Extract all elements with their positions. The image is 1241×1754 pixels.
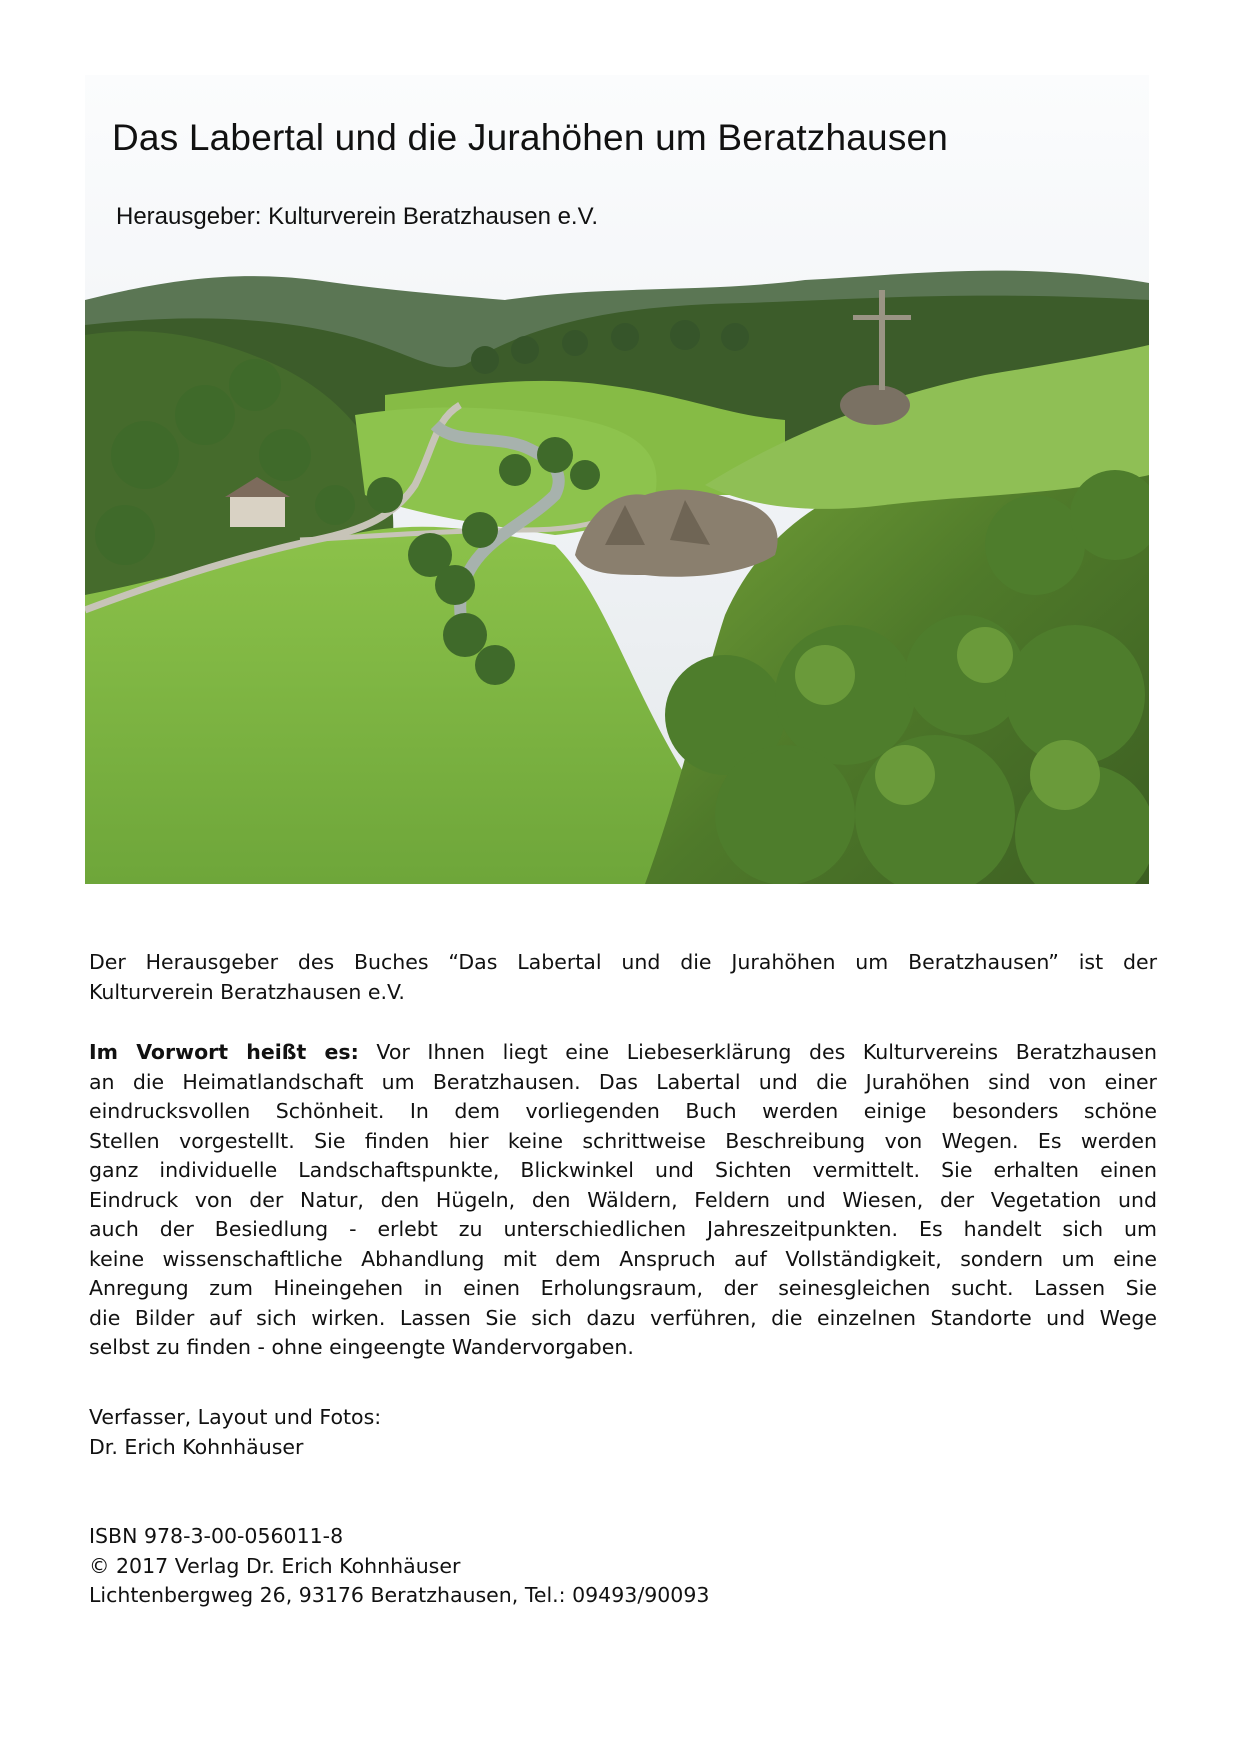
copyright: © 2017 Verlag Dr. Erich Kohnhäuser	[89, 1553, 461, 1578]
foreword-line: Vor Ihnen liegt eine Liebeserklärung des Kulturvereins Beratzhausen	[358, 1040, 1157, 1064]
foreword-line: Stellen vorgestellt. Sie finden hier keine schrittweise Beschreibung von Wegen. Es werden	[89, 1128, 1157, 1153]
foreword-line: an die Heimatlandschaft um Beratzhausen. Das Labertal und die Jurahöhen sind von einer	[89, 1069, 1157, 1094]
foreword-line: Anregung zum Hineingehen in einen Erholungsraum, der seinesgleichen sucht. Lassen Sie	[89, 1276, 1157, 1300]
isbn: ISBN 978-3-00-056011-8	[89, 1524, 344, 1548]
cover-subtitle: Herausgeber: Kulturverein Beratzhausen e.V.	[116, 203, 599, 230]
imprint	[89, 1522, 1157, 1611]
house	[230, 495, 285, 527]
cover-title: Das Labertal und die Jurahöhen um Beratzhausen	[112, 117, 949, 158]
foreword-line: selbst zu finden - ohne eingeengte Wandervorgaben.	[89, 1335, 634, 1359]
credits	[89, 1403, 1157, 1462]
author-name: Dr. Erich Kohnhäuser	[89, 1434, 304, 1459]
credits-label: Verfasser, Layout und Fotos:	[89, 1405, 382, 1429]
summit-rock	[840, 385, 910, 425]
landscape-image	[85, 75, 1149, 884]
foreword-lead: Im Vorwort heißt es:	[89, 1040, 359, 1064]
address: Lichtenbergweg 26, 93176 Beratzhausen, Tel.: 09493/90093	[89, 1583, 710, 1607]
summit-cross-beam	[853, 315, 911, 320]
foreword-line: keine wissenschaftliche Abhandlung mit dem Anspruch auf Vollständigkeit, sondern um eine	[89, 1246, 1157, 1271]
foreword-line: eindrucksvollen Schönheit. In dem vorliegenden Buch werden einige besonders schöne	[89, 1099, 1157, 1123]
summit-cross	[879, 290, 885, 390]
foreword-line: die Bilder auf sich wirken. Lassen Sie sich dazu verführen, die einzelnen Standorte und Wege	[89, 1305, 1157, 1330]
foreword-paragraph	[89, 1038, 1157, 1363]
publisher-note	[89, 948, 1157, 1007]
foreword-line: auch der Besiedlung - erlebt zu unterschiedlichen Jahreszeitpunkten. Es handelt sich um	[89, 1217, 1157, 1241]
publisher-note-line: Der Herausgeber des Buches “Das Labertal und die Jurahöhen um Beratzhausen” ist der	[89, 950, 1157, 974]
publisher-note-line: Kulturverein Beratzhausen e.V.	[89, 979, 405, 1004]
cover-photo	[85, 75, 1149, 884]
foreword-line: Eindruck von der Natur, den Hügeln, den Wäldern, Feldern und Wiesen, der Vegetation und	[89, 1187, 1157, 1212]
foreword-line: ganz individuelle Landschaftspunkte, Blickwinkel und Sichten vermittelt. Sie erhalten einen	[89, 1158, 1157, 1182]
